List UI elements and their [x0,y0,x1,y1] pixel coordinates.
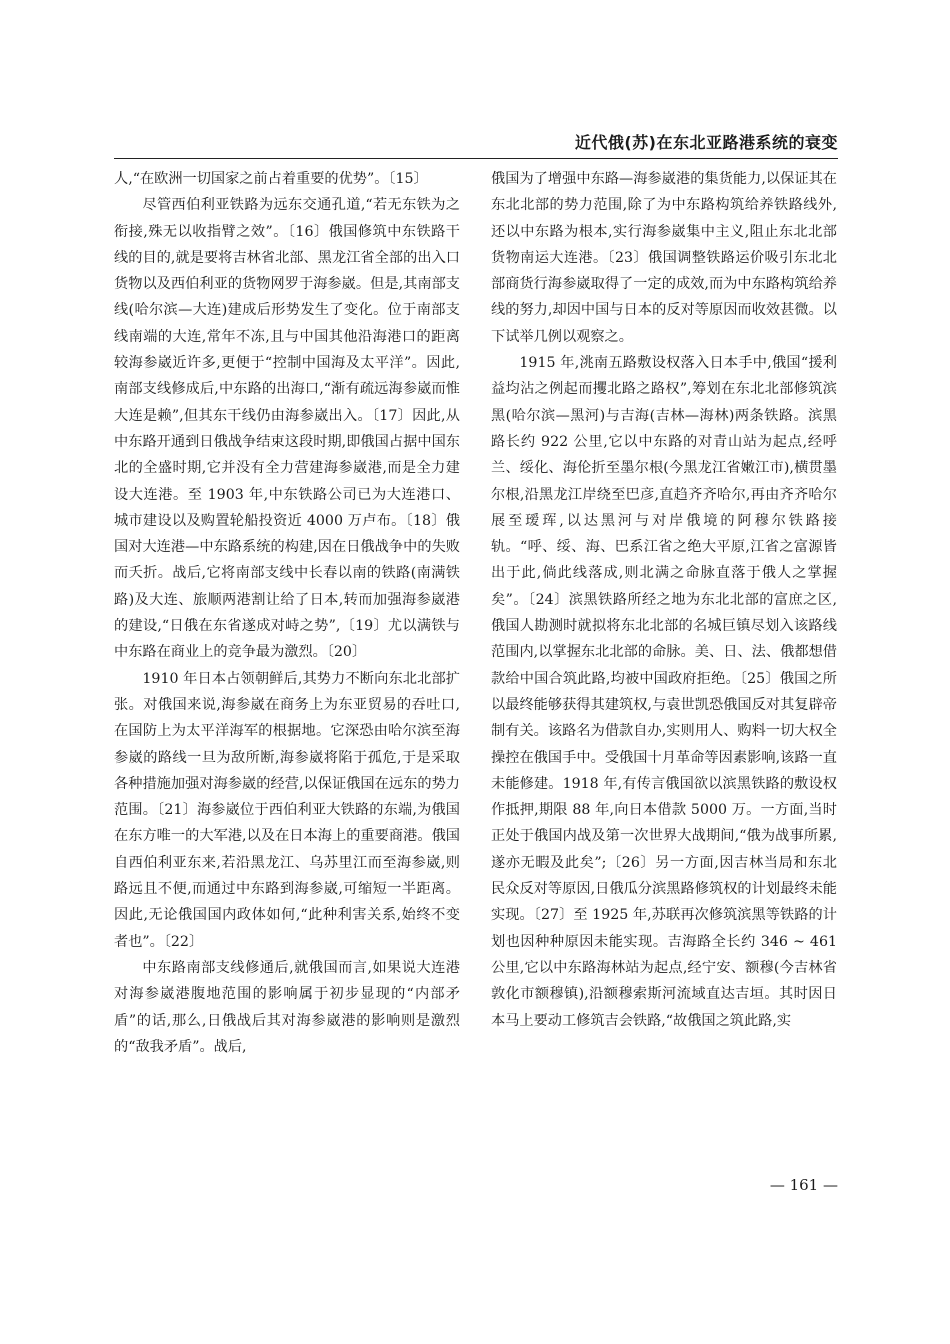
right-column [491,166,837,1034]
running-title: 近代俄(苏)在东北亚路港系统的衰变 [574,133,838,152]
left-column [114,166,460,1060]
paragraph: 俄国为了增强中东路—海参崴港的集货能力,以保证其在东北北部的势力范围,除了为中东路构筑给养铁路线外,还以中东路为根本,实行海参崴集中主义,阻止东北北部货物南运大连港。〔23〕俄国调整铁路运价吸引东北北部商货行海参崴取得了一定的成效,而为中东路构筑给养线的努力,却因中国与日本的反对等原因而收效甚微。以下试举几例以观察之。 [491,171,837,345]
paragraph: 人,“在欧洲一切国家之前占着重要的优势”。〔15〕 [114,171,428,187]
paragraph: 尽管西伯利亚铁路为远东交通孔道,“若无东铁为之衔接,殊无以收指臂之效”。〔16〕俄国修筑中东铁路干线的目的,就是要将吉林省北部、黑龙江省全部的出入口货物以及西伯利亚的货物网罗于海参崴。但是,其南部支线(哈尔滨—大连)建成后形势发生了变化。位于南部支线南端的大连,常年不冻,且与中国其他沿海港口的距离较海参崴近许多,更便于“控制中国海及太平洋”。因此,南部支线修成后,中东路的出海口,“渐有疏远海参崴而惟大连是赖”,但其东干线仍由海参崴出入。〔17〕因此,从中东路开通到日俄战争结束这段时期,即俄国占据中国东北的全盛时期,它并没有全力营建海参崴港,而是全力建设大连港。至 1903 年,中东铁路公司已为大连港口、城市建设以及购置轮船投资近 4000 万卢布。〔18〕俄国对大连港—中东路系统的构建,因在日俄战争中的失败而夭折。战后,它将南部支线中长春以南的铁路(南满铁路)及大连、旅顺两港割让给了日本,转而加强海参崴港的建设,“日俄在东省遂成对峙之势”,〔19〕尤以满铁与中东路在商业上的竞争最为激烈。〔20〕 [114,197,460,661]
page-header [114,128,838,159]
paragraph: 1910 年日本占领朝鲜后,其势力不断向东北北部扩张。对俄国来说,海参崴在商务上为东亚贸易的吞吐口,在国防上为太平洋海军的根据地。它深恐由哈尔滨至海参崴的路线一旦为敌所断,海参崴将陷于孤危,于是采取各种措施加强对海参崴的经营,以保证俄国在远东的势力范围。〔21〕海参崴位于西伯利亚大铁路的东端,为俄国在东方唯一的大军港,以及在日本海上的重要商港。俄国自西伯利亚东来,若沿黑龙江、乌苏里江而至海参崴,则路远且不便,而通过中东路到海参崴,可缩短一半距离。因此,无论俄国国内政体如何,“此种利害关系,始终不变者也”。〔22〕 [114,670,460,950]
paragraph: 1915 年,洮南五路敷设权落入日本手中,俄国“援利益均沾之例起而攫北路之路权”,筹划在东北北部修筑滨黑(哈尔滨—黑河)与吉海(吉林—海林)两条铁路。滨黑路长约 922 公里,它以中东路的对青山站为起点,经呼兰、绥化、海伦折至墨尔根(今黑龙江省嫩江市),横贯墨尔根,沿黑龙江岸绕至巴彦,直趋齐齐哈尔,再由齐齐哈尔展至瑷珲,以达黑河与对岸俄境的阿穆尔铁路接轨。“呼、绥、海、巴系江省之绝大平原,江省之富源皆出于此,倘此线落成,则北满之命脉直落于俄人之掌握矣”。〔24〕滨黑铁路所经之地为东北北部的富庶之区,俄国人勘测时就拟将东北北部的名城巨镇尽划入该路线范围内,以掌握东北北部的命脉。美、日、法、俄都想借款给中国合筑此路,均被中国政府拒绝。〔25〕俄国之所以最终能够获得其建筑权,与袁世凯恐俄国反对其复辟帝制有关。该路名为借款自办,实则用人、购料一切大权全操控在俄国手中。受俄国十月革命等因素影响,该路一直未能修建。1918 年,有传言俄国欲以滨黑铁路的敷设权作抵押,期限 88 年,向日本借款 5000 万。一方面,当时正处于俄国内战及第一次世界大战期间,“俄为战事所累,遂亦无暇及此矣”;〔26〕另一方面,因吉林当局和东北民众反对等原因,日俄瓜分滨黑路修筑权的计划最终未能实现。〔27〕至 1925 年,苏联再次修筑滨黑等铁路的计划也因种种原因未能实现。吉海路全长约 346 ~ 461 公里,它以中东路海林站为起点,经宁安、额穆(今吉林省敦化市额穆镇),沿额穆索斯河流域直达吉垣。其时因日本马上要动工修筑吉会铁路,“故俄国之筑此路,实 [491,355,837,1029]
page-number: — 161 — [769,1176,838,1194]
paragraph: 中东路南部支线修通后,就俄国而言,如果说大连港对海参崴港腹地范围的影响属于初步显现的“内部矛盾”的话,那么,日俄战后其对海参崴港的影响则是激烈的“敌我矛盾”。战后, [114,959,460,1055]
